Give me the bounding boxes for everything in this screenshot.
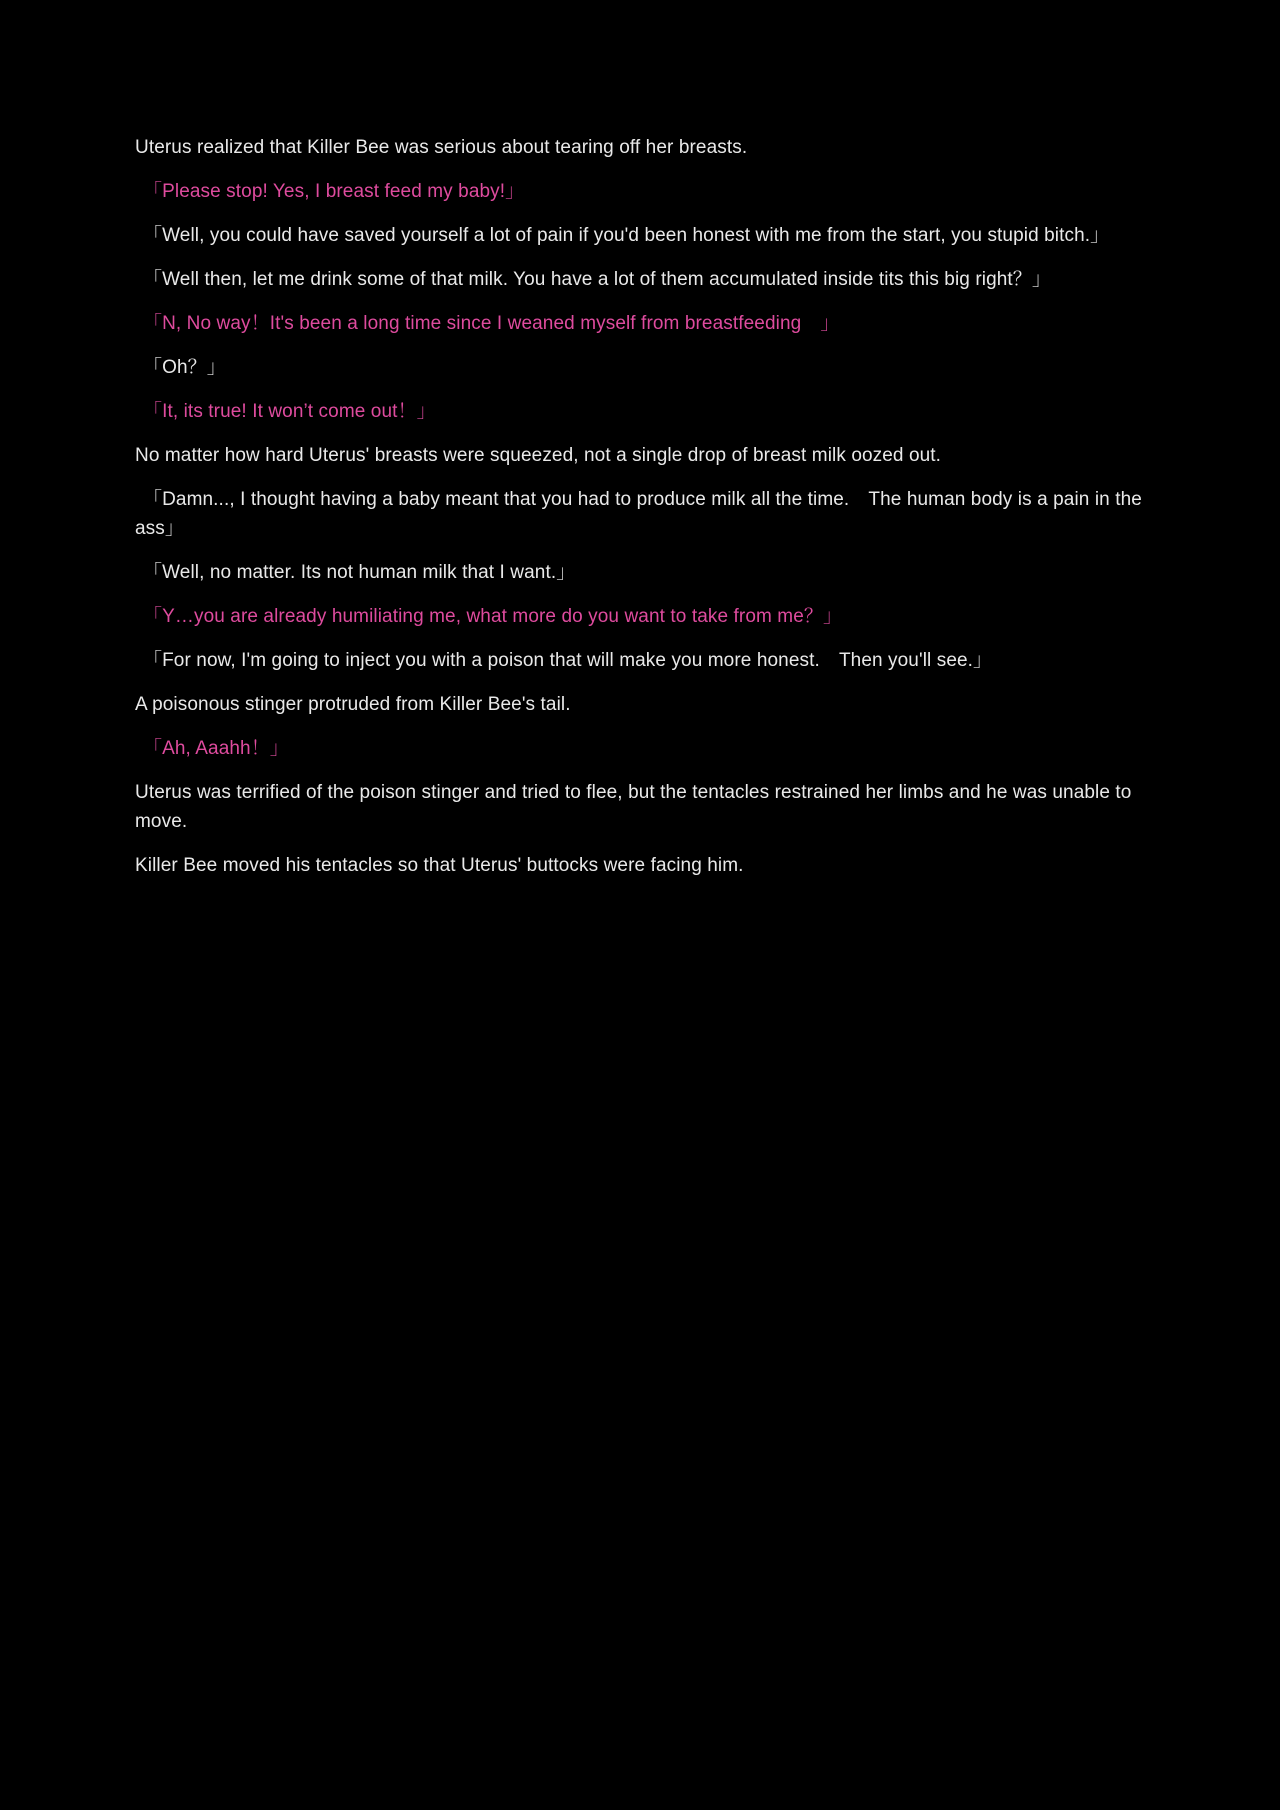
dialogue-line: 「Damn..., I thought having a baby meant that you had to produce milk all the time. The human body is a pain in the ass」 — [135, 489, 1148, 539]
dialogue-line: 「Please stop! Yes, I breast feed my baby!」 — [143, 181, 525, 202]
dialogue-line: 「Well, no matter. Its not human milk that I want.」 — [143, 562, 576, 583]
dialogue-line: 「Oh？」 — [143, 357, 226, 378]
dialogue-line: 「For now, I'm going to inject you with a poison that will make you more honest. Then you'll see.」 — [143, 650, 993, 671]
story-text-block — [135, 133, 1150, 880]
dialogue-line: 「It, its true! It won’t come out！」 — [143, 401, 436, 422]
narration-line: Uterus was terrified of the poison stinger and tried to flee, but the tentacles restrained her limbs and he was unable to move. — [135, 782, 1137, 832]
narration-line: A poisonous stinger protruded from Killer Bee's tail. — [135, 694, 571, 715]
dialogue-line: 「Ah, Aaahh！」 — [143, 738, 289, 759]
narration-line: No matter how hard Uterus' breasts were squeezed, not a single drop of breast milk oozed out. — [135, 445, 942, 466]
dialogue-line: 「Y…you are already humiliating me, what more do you want to take from me？」 — [143, 606, 843, 627]
dialogue-line: 「N, No way！It's been a long time since I weaned myself from breastfeeding 」 — [143, 313, 840, 334]
narration-line: Killer Bee moved his tentacles so that Uterus' buttocks were facing him. — [135, 855, 744, 876]
dialogue-line: 「Well then, let me drink some of that milk. You have a lot of them accumulated inside tits this big right？」 — [143, 269, 1051, 290]
dialogue-line: 「Well, you could have saved yourself a lot of pain if you'd been honest with me from the start, you stupid bitch.」 — [143, 225, 1110, 246]
narration-line: Uterus realized that Killer Bee was serious about tearing off her breasts. — [135, 137, 748, 158]
